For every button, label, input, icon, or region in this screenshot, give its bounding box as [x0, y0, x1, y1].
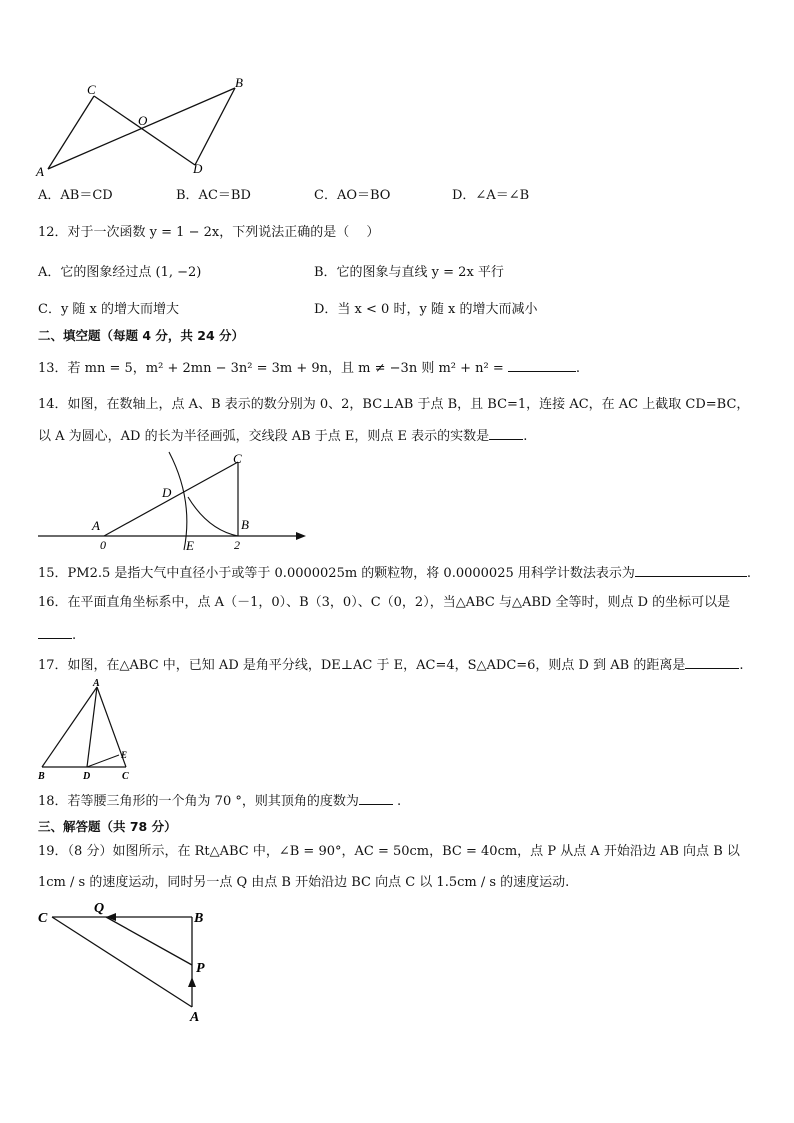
q18-end: . [397, 794, 402, 809]
label-b: B [235, 75, 243, 90]
label-d: D [193, 161, 203, 176]
label-c: C [87, 82, 96, 97]
q18-answer-blank [359, 791, 393, 805]
q16-line1: 16．在平面直角坐标系中，点 A（－1，0）、B（3，0）、C（0，2），当△ABC 与△ABD 全等时，则点 D 的坐标可以是 [38, 595, 731, 610]
q11-option-d: D．∠A＝∠B [452, 188, 530, 203]
q15-text [38, 563, 751, 583]
q16-end: . [72, 628, 77, 643]
label-e: E [121, 750, 128, 760]
label-c: C [122, 771, 129, 782]
q12-stem: 12．对于一次函数 y = 1 − 2x，下列说法正确的是（ ） [38, 225, 380, 240]
q12-option-c: C．y 随 x 的增大而增大 [38, 302, 180, 317]
label-a: A [93, 678, 100, 689]
label-d: D [83, 771, 91, 782]
q18-text [38, 791, 401, 811]
section-fill-in-title: 二、填空题（每题 4 分，共 24 分） [38, 328, 245, 343]
q14-answer-blank [489, 426, 523, 440]
label-a: A [36, 164, 44, 179]
q14-line1: 14．如图，在数轴上，点 A、B 表示的数分别为 0、2，BC⊥AB 于点 B，且 BC=1，连接 AC，在 AC 上截取 CD=BC， [38, 397, 750, 412]
q17-text [38, 655, 743, 675]
q14-end: . [523, 429, 528, 444]
q13-end: . [575, 361, 581, 376]
label-c: C [233, 451, 242, 466]
q16-answer-blank [38, 625, 72, 639]
label-p: P [196, 961, 205, 976]
figure-triangle-bisector [36, 678, 141, 782]
q14-line2 [38, 426, 527, 446]
tick-zero: 0 [100, 538, 106, 552]
q11-option-c: C．AO＝BO [314, 188, 391, 203]
label-o: O [138, 113, 148, 128]
q13-text [38, 358, 580, 378]
q19-line2: 1cm / s 的速度运动，同时另一点 Q 由点 B 开始沿边 BC 向点 C 以 1.5cm / s 的速度运动. [38, 875, 570, 890]
q14-stem: 以 A 为圆心，AD 的长为半径画弧，交线段 AB 于点 E，则点 E 表示的实数是 [38, 429, 490, 444]
q17-stem: 17．如图，在△ABC 中，已知 AD 是角平分线，DE⊥AC 于 E，AC=4，S△ADC=6，则点 D 到 AB 的距离是 [38, 658, 686, 673]
q13-answer-blank [508, 358, 576, 372]
q11-option-b: B．AC＝BD [176, 188, 251, 203]
q15-answer-blank [635, 563, 747, 577]
q17-answer-blank [685, 655, 739, 669]
q12-option-b: B．它的图象与直线 y = 2x 平行 [314, 265, 504, 280]
label-d: D [162, 485, 172, 500]
q11-option-a: A．AB＝CD [38, 188, 113, 203]
figure-right-triangle-motion [34, 898, 214, 1024]
q19-line1: 19．（8 分）如图所示，在 Rt△ABC 中，∠B = 90°，AC = 50cm，BC = 40cm，点 P 从点 A 开始沿边 AB 向点 B 以 [38, 844, 740, 859]
label-a: A [190, 1010, 200, 1024]
label-b: B [38, 771, 45, 782]
label-a: A [92, 518, 100, 533]
label-e: E [186, 538, 194, 553]
label-q: Q [94, 901, 105, 916]
q15-end: . [746, 566, 752, 581]
q12-option-d: D．当 x < 0 时，y 随 x 的增大而减小 [314, 302, 538, 317]
figure-number-line [36, 450, 311, 554]
label-b: B [241, 517, 249, 532]
tick-two: 2 [234, 538, 240, 552]
q13-stem: 13．若 mn = 5，m² + 2mn − 3n² = 3m + 9n，且 m ≠ −3n 则 m² + n² = [38, 361, 504, 376]
label-c: C [38, 911, 48, 926]
q17-end: . [739, 658, 744, 673]
q16-line2 [38, 625, 76, 645]
figure-crossing-triangles [30, 72, 260, 184]
q18-stem: 18．若等腰三角形的一个角为 70 °，则其顶角的度数为 [38, 794, 359, 809]
q15-stem: 15．PM2.5 是指大气中直径小于或等于 0.0000025m 的颗粒物，将 0.0000025 用科学计数法表示为 [38, 566, 635, 581]
q12-option-a: A．它的图象经过点 (1, −2) [38, 265, 202, 280]
label-b: B [194, 911, 204, 926]
section-solve-title: 三、解答题（共 78 分） [38, 819, 177, 834]
